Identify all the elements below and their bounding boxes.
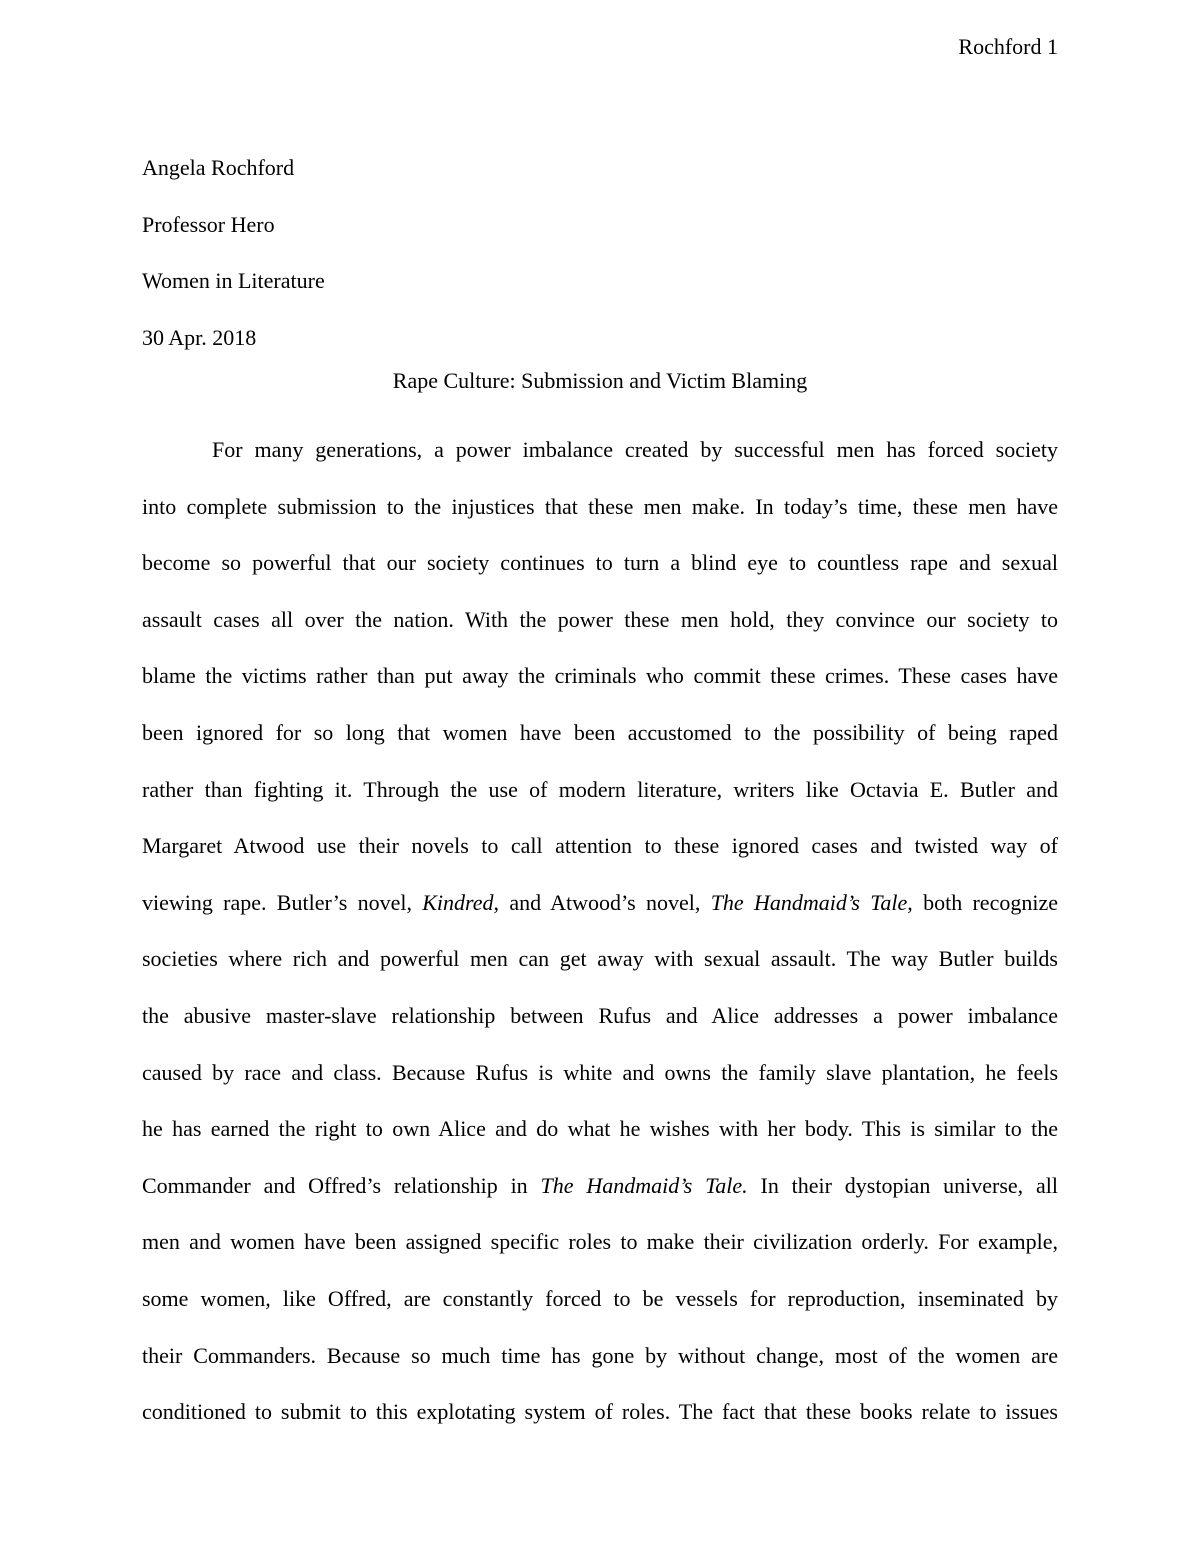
- essay-date: 30 Apr. 2018: [142, 324, 257, 350]
- instructor-name: Professor Hero: [142, 211, 275, 237]
- mla-heading: [142, 140, 1058, 366]
- body-line: been ignored for so long that women have been accustomed to the possibility of being raped: [142, 719, 1058, 745]
- author-name: Angela Rochford: [142, 155, 295, 180]
- book-title-kindred: Kindred: [422, 889, 494, 915]
- body-text-run: , both recognize: [907, 889, 1058, 915]
- body-line: some women, like Offred, are constantly forced to be vessels for reproduction, inseminated by: [142, 1285, 1058, 1311]
- body-text-run: Commander and Offred’s relationship in: [142, 1172, 541, 1198]
- body-line: men and women have been assigned specific roles to make their civilization orderly. For example,: [142, 1229, 1058, 1255]
- body-line: [142, 1158, 1058, 1215]
- body-line: rather than fighting it. Through the use of modern literature, writers like Octavia E. Butler and: [142, 776, 1058, 802]
- body-text-run: viewing rape. Butler’s novel,: [142, 889, 423, 915]
- body-line: For many generations, a power imbalance created by successful men has forced society: [212, 437, 1058, 462]
- essay-title: Rape Culture: Submission and Victim Blaming: [392, 368, 808, 393]
- running-head: Rochford 1: [958, 34, 1058, 59]
- essay-body: [142, 422, 1058, 1441]
- body-line: caused by race and class. Because Rufus is white and owns the family slave plantation, he feels: [142, 1059, 1058, 1085]
- body-text-run: In their dystopian universe, all: [747, 1172, 1058, 1198]
- body-line: the abusive master-slave relationship between Rufus and Alice addresses a power imbalance: [142, 1002, 1058, 1028]
- book-title-handmaids-tale: The Handmaid’s Tale: [710, 889, 908, 915]
- body-line: societies where rich and powerful men can get away with sexual assault. The way Butler builds: [142, 946, 1058, 972]
- body-line: into complete submission to the injustices that these men make. In today’s time, these men have: [142, 493, 1058, 519]
- book-title-handmaids-tale: The Handmaid’s Tale.: [540, 1172, 748, 1198]
- body-line: Margaret Atwood use their novels to call attention to these ignored cases and twisted way of: [142, 833, 1058, 859]
- body-text-run: , and Atwood’s novel,: [493, 889, 711, 915]
- body-line: conditioned to submit to this explotating system of roles. The fact that these books relate to issues: [142, 1399, 1058, 1425]
- body-line: become so powerful that our society continues to turn a blind eye to countless rape and sexual: [142, 550, 1058, 576]
- body-line: he has earned the right to own Alice and do what he wishes with her body. This is similar to the: [142, 1116, 1058, 1142]
- body-line: assault cases all over the nation. With the power these men hold, they convince our society to: [142, 606, 1058, 632]
- body-line: blame the victims rather than put away the criminals who commit these crimes. These cases have: [142, 663, 1058, 689]
- course-name: Women in Literature: [142, 268, 325, 293]
- body-line: [142, 875, 1058, 932]
- body-line: their Commanders. Because so much time has gone by without change, most of the women are: [142, 1342, 1058, 1368]
